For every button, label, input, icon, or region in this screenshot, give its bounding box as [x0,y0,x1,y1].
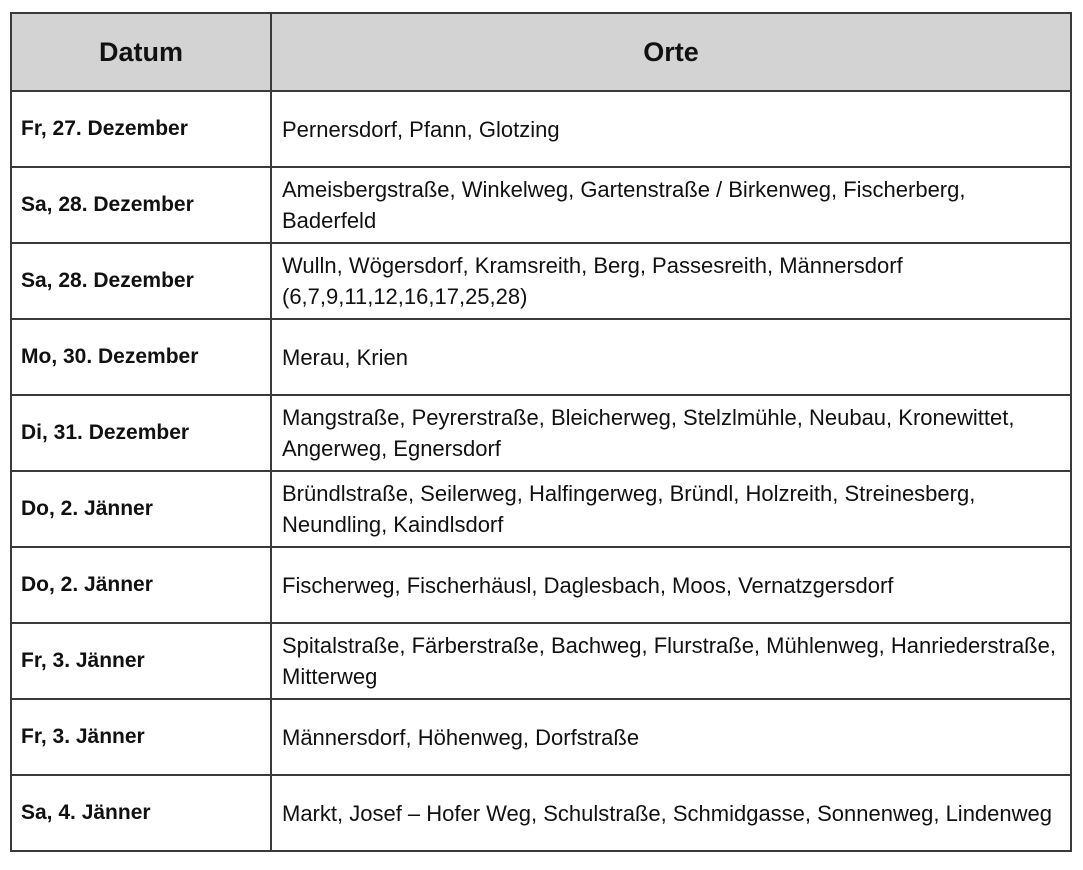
schedule-table [10,12,1072,852]
places-cell: Ameisbergstraße, Winkelweg, Gartenstraße / Birkenweg, Fischerberg, Baderfeld [271,167,1071,243]
date-cell: Sa, 28. Dezember [11,243,271,319]
table-row [11,699,1071,775]
places-cell: Merau, Krien [271,319,1071,395]
places-cell: Männersdorf, Höhenweg, Dorfstraße [271,699,1071,775]
table-row [11,471,1071,547]
table-row [11,395,1071,471]
table-row [11,91,1071,167]
date-cell: Fr, 27. Dezember [11,91,271,167]
table-row [11,167,1071,243]
date-cell: Fr, 3. Jänner [11,623,271,699]
places-cell: Spitalstraße, Färberstraße, Bachweg, Flurstraße, Mühlenweg, Hanriederstraße, Mitterweg [271,623,1071,699]
header-date: Datum [11,13,271,91]
table-row [11,319,1071,395]
date-cell: Di, 31. Dezember [11,395,271,471]
table-row [11,243,1071,319]
table-row [11,775,1071,851]
places-cell: Bründlstraße, Seilerweg, Halfingerweg, Bründl, Holzreith, Streinesberg, Neundling, Kaindlsdorf [271,471,1071,547]
date-cell: Sa, 28. Dezember [11,167,271,243]
date-cell: Mo, 30. Dezember [11,319,271,395]
table-row [11,547,1071,623]
places-cell: Mangstraße, Peyrerstraße, Bleicherweg, Stelzlmühle, Neubau, Kronewittet, Angerweg, Egnersdorf [271,395,1071,471]
places-cell: Pernersdorf, Pfann, Glotzing [271,91,1071,167]
date-cell: Sa, 4. Jänner [11,775,271,851]
places-cell: Markt, Josef – Hofer Weg, Schulstraße, Schmidgasse, Sonnenweg, Lindenweg [271,775,1071,851]
table-row [11,623,1071,699]
places-cell: Fischerweg, Fischerhäusl, Daglesbach, Moos, Vernatzgersdorf [271,547,1071,623]
date-cell: Do, 2. Jänner [11,547,271,623]
header-row [11,13,1071,91]
date-cell: Fr, 3. Jänner [11,699,271,775]
date-cell: Do, 2. Jänner [11,471,271,547]
header-places: Orte [271,13,1071,91]
places-cell: Wulln, Wögersdorf, Kramsreith, Berg, Passesreith, Männersdorf (6,7,9,11,12,16,17,25,28) [271,243,1071,319]
